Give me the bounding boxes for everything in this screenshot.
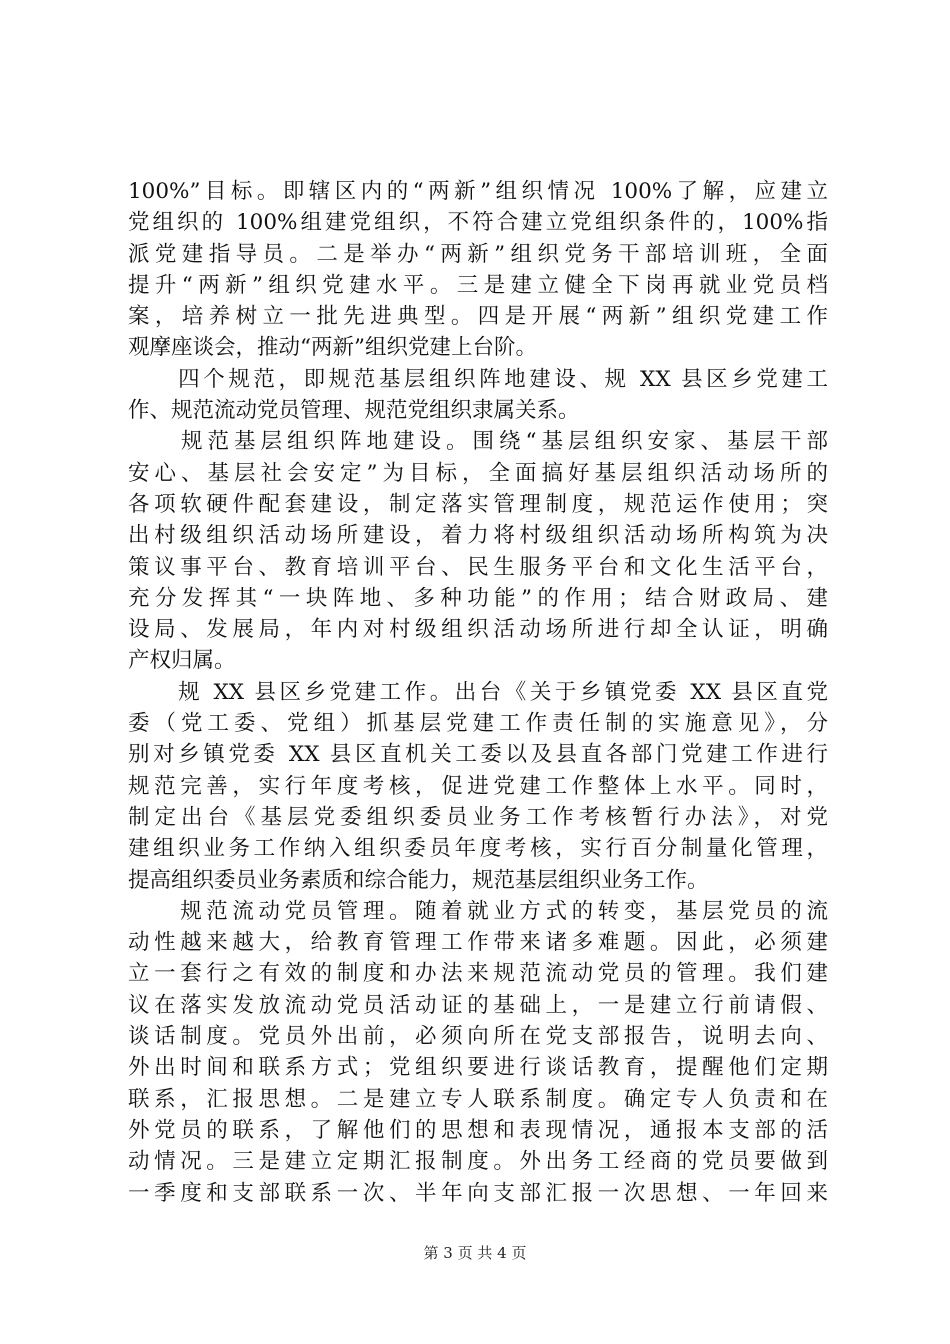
text-line: 观摩座谈会，推动“两新”组织党建上台阶。 — [128, 335, 537, 361]
text-line: 谈话制度。党员外出前，必须向所在党支部报告，说明去向、 — [128, 1024, 828, 1050]
text-line: 委（党工委、党组）抓基层党建工作责任制的实施意见》，分 — [128, 711, 828, 737]
text-line: 提高组织委员业务素质和综合能力，规范基层组织业务工作。 — [128, 867, 709, 893]
text-line: 作、规范流动党员管理、规范党组织隶属关系。 — [128, 398, 580, 424]
document-body — [128, 176, 828, 1209]
text-line: 建组织业务工作纳入组织委员年度考核，实行百分制量化管理， — [128, 836, 828, 862]
text-line: 出村级组织活动场所建设，着力将村级组织活动场所构筑为决 — [128, 523, 828, 549]
text-line: 一季度和支部联系一次、半年向支部汇报一次思想、一年回来 — [128, 1180, 828, 1206]
text-line: 动情况。三是建立定期汇报制度。外出务工经商的党员要做到 — [128, 1149, 828, 1175]
text-line: 议在落实发放流动党员活动证的基础上，一是建立行前请假、 — [128, 992, 828, 1018]
text-line: 规 XX 县区乡党建工作。出台《关于乡镇党委 XX 县区直党 — [128, 679, 828, 705]
text-line: 外党员的联系，了解他们的思想和表现情况，通报本支部的活 — [128, 1117, 828, 1143]
text-line: 联系，汇报思想。二是建立专人联系制度。确定专人负责和在 — [128, 1086, 828, 1112]
text-line: 提升“两新”组织党建水平。三是建立健全下岗再就业党员档 — [128, 272, 828, 298]
text-line: 产权归属。 — [128, 648, 236, 674]
text-line: 100%”目标。即辖区内的“两新”组织情况 100%了解，应建立 — [128, 179, 828, 204]
text-line: 立一套行之有效的制度和办法来规范流动党员的管理。我们建 — [128, 961, 828, 987]
text-line: 外出时间和联系方式；党组织要进行谈话教育，提醒他们定期 — [128, 1055, 828, 1081]
text-line: 党组织的 100%组建党组织，不符合建立党组织条件的，100%指 — [128, 210, 828, 236]
text-line: 派党建指导员。二是举办“两新”组织党务干部培训班，全面 — [128, 241, 828, 267]
text-line: 别对乡镇党委 XX 县区直机关工委以及县直各部门党建工作进行 — [128, 742, 828, 768]
text-line: 案，培养树立一批先进典型。四是开展“两新”组织党建工作 — [128, 304, 828, 330]
text-line: 充分发挥其“一块阵地、多种功能”的作用；结合财政局、建 — [128, 585, 828, 611]
text-line: 动性越来越大，给教育管理工作带来诸多难题。因此，必须建 — [128, 930, 828, 956]
text-line: 策议事平台、教育培训平台、民生服务平台和文化生活平台， — [128, 554, 828, 580]
text-line: 各项软硬件配套建设，制定落实管理制度，规范运作使用；突 — [128, 491, 828, 517]
text-line: 规范流动党员管理。随着就业方式的转变，基层党员的流 — [128, 898, 828, 924]
text-line: 安心、基层社会安定”为目标，全面搞好基层组织活动场所的 — [128, 460, 828, 486]
text-line: 四个规范，即规范基层组织阵地建设、规 XX 县区乡党建工 — [128, 366, 828, 392]
text-line: 规范完善，实行年度考核，促进党建工作整体上水平。同时， — [128, 773, 828, 799]
page-number-footer: 第 3 页 共 4 页 — [423, 1244, 527, 1262]
text-line: 设局、发展局，年内对村级组织活动场所进行却全认证，明确 — [128, 617, 828, 643]
text-line: 制定出台《基层党委组织委员业务工作考核暂行办法》，对党 — [128, 804, 828, 830]
text-line: 规范基层组织阵地建设。围绕“基层组织安家、基层干部 — [128, 429, 828, 455]
